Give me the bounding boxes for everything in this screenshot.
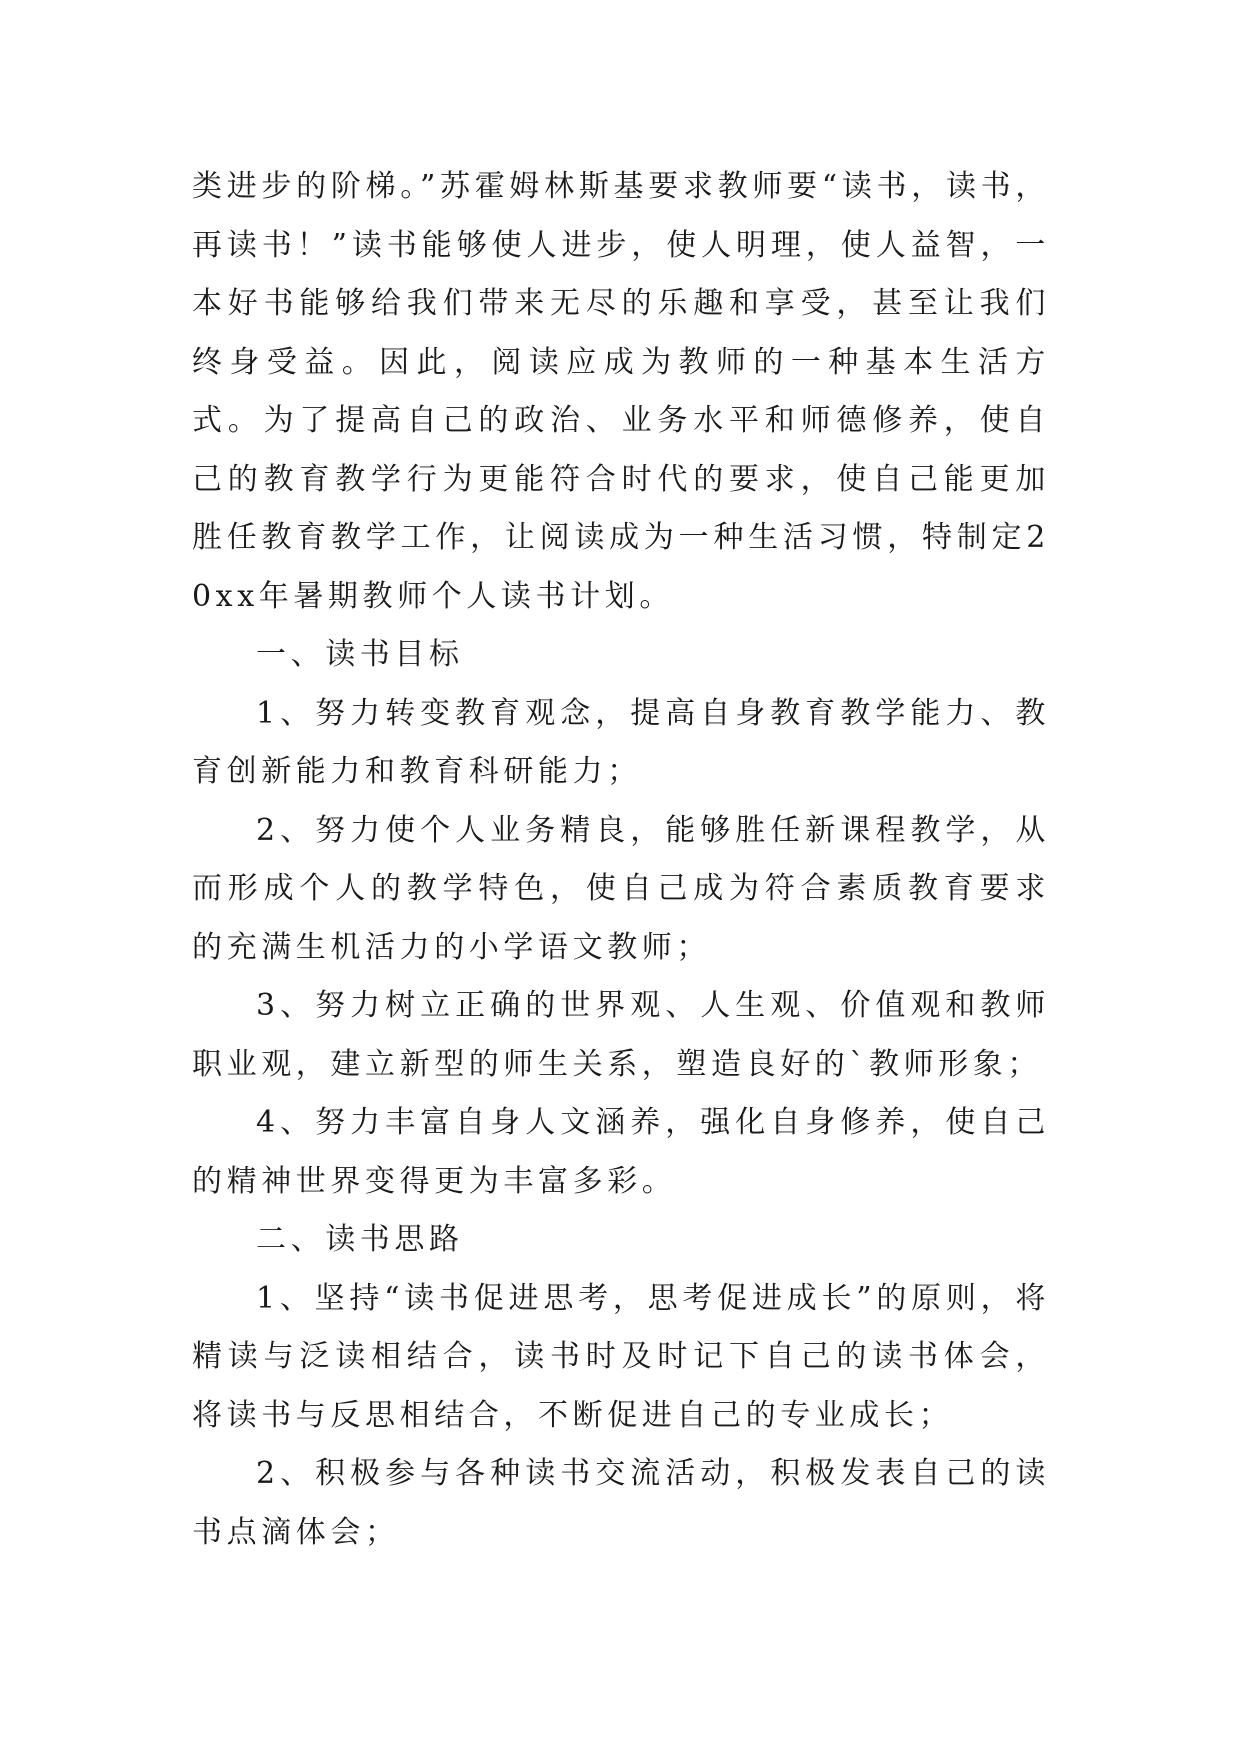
goal-item-3: 3、努力树立正确的世界观、人生观、价值观和教师职业观，建立新型的师生关系，塑造良好的`教师形象； <box>192 988 1050 1082</box>
goal-item-4: 4、努力丰富自身人文涵养，强化自身修养，使自己的精神世界变得更为丰富多彩。 <box>192 1105 1050 1199</box>
section-heading-reading-goals: 一、读书目标 <box>256 637 464 672</box>
goal-item-2: 2、努力使个人业务精良，能够胜任新课程教学，从而形成个人的教学特色，使自己成为符合素质教育要求的充满生机活力的小学语文教师； <box>192 812 1050 965</box>
goal-item-1: 1、努力转变教育观念，提高自身教育教学能力、教育创新能力和教育科研能力； <box>192 695 1050 789</box>
approach-item-2: 2、积极参与各种读书交流活动，积极发表自己的读书点滴体会； <box>192 1456 1050 1550</box>
section-heading-reading-approach: 二、读书思路 <box>256 1222 464 1257</box>
approach-item-1: 1、坚持“读书促进思考，思考促进成长”的原则，将精读与泛读相结合，读书时及时记下自己的读书体会，将读书与反思相结合，不断促进自己的专业成长； <box>192 1280 1050 1433</box>
document-page <box>192 158 1050 1562</box>
intro-paragraph: 类进步的阶梯。”苏霍姆林斯基要求教师要“读书，读书，再读书！”读书能够使人进步，使人明理，使人益智，一本好书能够给我们带来无尽的乐趣和享受，甚至让我们终身受益。因此，阅读应成为教师的一种基本生活方式。为了提高自己的政治、业务水平和师德修养，使自己的教育教学行为更能符合时代的要求，使自己能更加胜任教育教学工作，让阅读成为一种生活习惯，特制定20xx年暑期教师个人读书计划。 <box>192 169 1050 614</box>
